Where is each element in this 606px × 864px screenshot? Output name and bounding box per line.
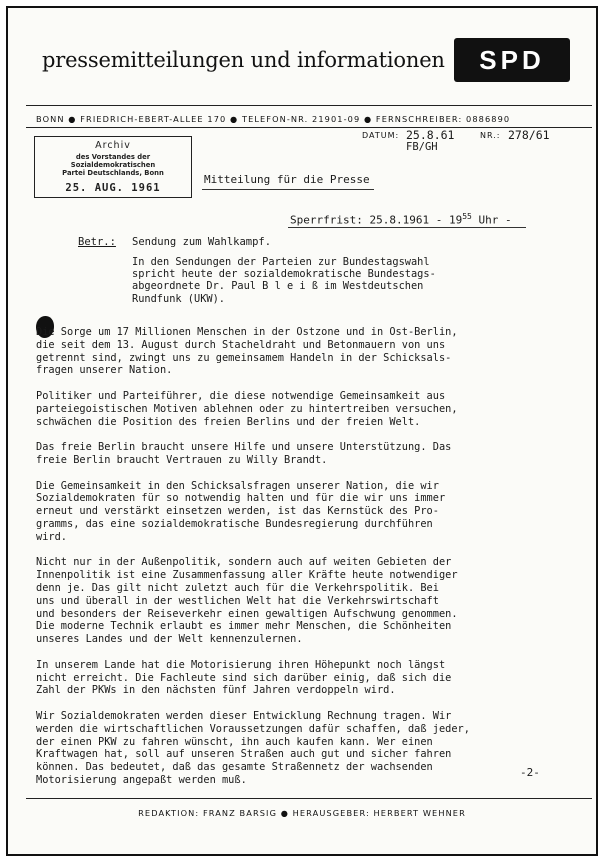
sperrfrist-suffix: Uhr - bbox=[471, 213, 512, 227]
header-rule-top bbox=[26, 105, 592, 106]
press-heading-underline bbox=[202, 189, 374, 190]
document-page bbox=[6, 6, 598, 856]
nr-label: NR.: bbox=[480, 131, 501, 140]
sperrfrist bbox=[290, 212, 512, 227]
address-line: BONN ● FRIEDRICH-EBERT-ALLEE 170 ● TELEFON-NR. 21901-09 ● FERNSCHREIBER: 0886890 bbox=[36, 114, 511, 124]
betr-subject: Sendung zum Wahlkampf. bbox=[132, 236, 272, 248]
paragraph-6: In unserem Lande hat die Motorisierung ihren Höhepunkt noch längst nicht erreicht. Die Fachleute sind sich darüber einig, daß sich die Zahl der PKWs in den nächsten fünf Jahren verdoppeln wird. bbox=[36, 658, 452, 697]
datum-value: 25.8.61 bbox=[406, 128, 455, 142]
stamp-line-party: Partei Deutschlands, Bonn bbox=[62, 169, 164, 177]
paragraph-7: Wir Sozialdemokraten werden dieser Entwicklung Rechnung tragen. Wir werden die wirtschaftlichen Voraussetzungen dafür schaffen, daß jeder, der einen PKW zu fahren wünscht, ihn auch kaufen kann. Wer einen Kraftwagen hat, soll auf unseren Straßen auch gut und sicher fahren können. Das bedeutet, daß das gesamte Straßennetz der wachsenden Motorisierung angepaßt werden muß. bbox=[36, 709, 470, 786]
stamp-title: Archiv bbox=[95, 140, 131, 151]
footer-rule bbox=[26, 798, 592, 799]
stamp-line-organisation: des Vorstandes der Sozialdemokratischen bbox=[70, 153, 156, 169]
body-text bbox=[36, 326, 576, 799]
sperrfrist-underline bbox=[288, 227, 526, 228]
datum-label: DATUM: bbox=[362, 131, 400, 140]
stamp-date: 25. AUG. 1961 bbox=[65, 182, 161, 194]
footer: REDAKTION: FRANZ BARSIG ● HERAUSGEBER: HERBERT WEHNER bbox=[138, 808, 466, 818]
sperrfrist-superscript: 55 bbox=[462, 212, 472, 221]
nr-value: 278/61 bbox=[508, 128, 550, 142]
press-heading: Mitteilung für die Presse bbox=[204, 173, 370, 186]
betr-label: Betr.: bbox=[78, 236, 116, 248]
paragraph-5: Nicht nur in der Außenpolitik, sondern auch auf weiten Gebieten der Innenpolitik ist eine Zusammenfassung aller Kräfte heute notwendiger denn je. Das gilt nicht zuletzt auch für die Verkehrspolitik. Bei uns und überall in der westlichen Welt hat die Verkehrswirtschaft und besonders der Reiseverkehr einen gewaltigen Aufschwung genommen. Die moderne Technik erlaubt es immer mehr Menschen, die Schönheiten unseres Landes und der Welt kennenzulernen. bbox=[36, 556, 458, 646]
page-marker: -2- bbox=[520, 766, 540, 779]
header-title: pressemitteilungen und informationen bbox=[42, 48, 445, 72]
paragraph-1: Die Sorge um 17 Millionen Menschen in der Ostzone und in Ost-Berlin, die seit dem 13. August durch Stacheldraht und Betonmauern von uns getrennt sind, zwingt uns zu gemeinsamem Handeln in der Schicksals- fragen unserer Nation. bbox=[36, 326, 458, 377]
sperrfrist-prefix: Sperrfrist: 25.8.1961 - 19 bbox=[290, 213, 463, 227]
betr-intro: In den Sendungen der Parteien zur Bundestagswahl spricht heute der sozialdemokratische Bundestags- abgeordnete Dr. Paul B l e i ß im Westdeutschen Rundfunk (UKW). bbox=[132, 256, 436, 305]
paragraph-2: Politiker und Parteiführer, die diese notwendige Gemeinsamkeit aus parteiegoistischen Motiven ablehnen oder zu hintertreiben versuchen, schwächen die Position des freien Berlins und der freien Welt. bbox=[36, 389, 458, 428]
paragraph-4: Die Gemeinsamkeit in den Schicksalsfragen unserer Nation, die wir Sozialdemokraten für so notwendig halten und für die wir uns immer erneut und verstärkt einsetzen werden, ist das Kernstück des Pro- gramms, das eine sozialdemokratische Bundesregierung durchführen wird. bbox=[36, 479, 446, 543]
initials: FB/GH bbox=[406, 141, 438, 153]
paragraph-3: Das freie Berlin braucht unsere Hilfe und unsere Unterstützung. Das freie Berlin braucht Vertrauen zu Willy Brandt. bbox=[36, 441, 452, 466]
spd-logo: SPD bbox=[454, 38, 570, 82]
archive-stamp bbox=[34, 136, 192, 198]
